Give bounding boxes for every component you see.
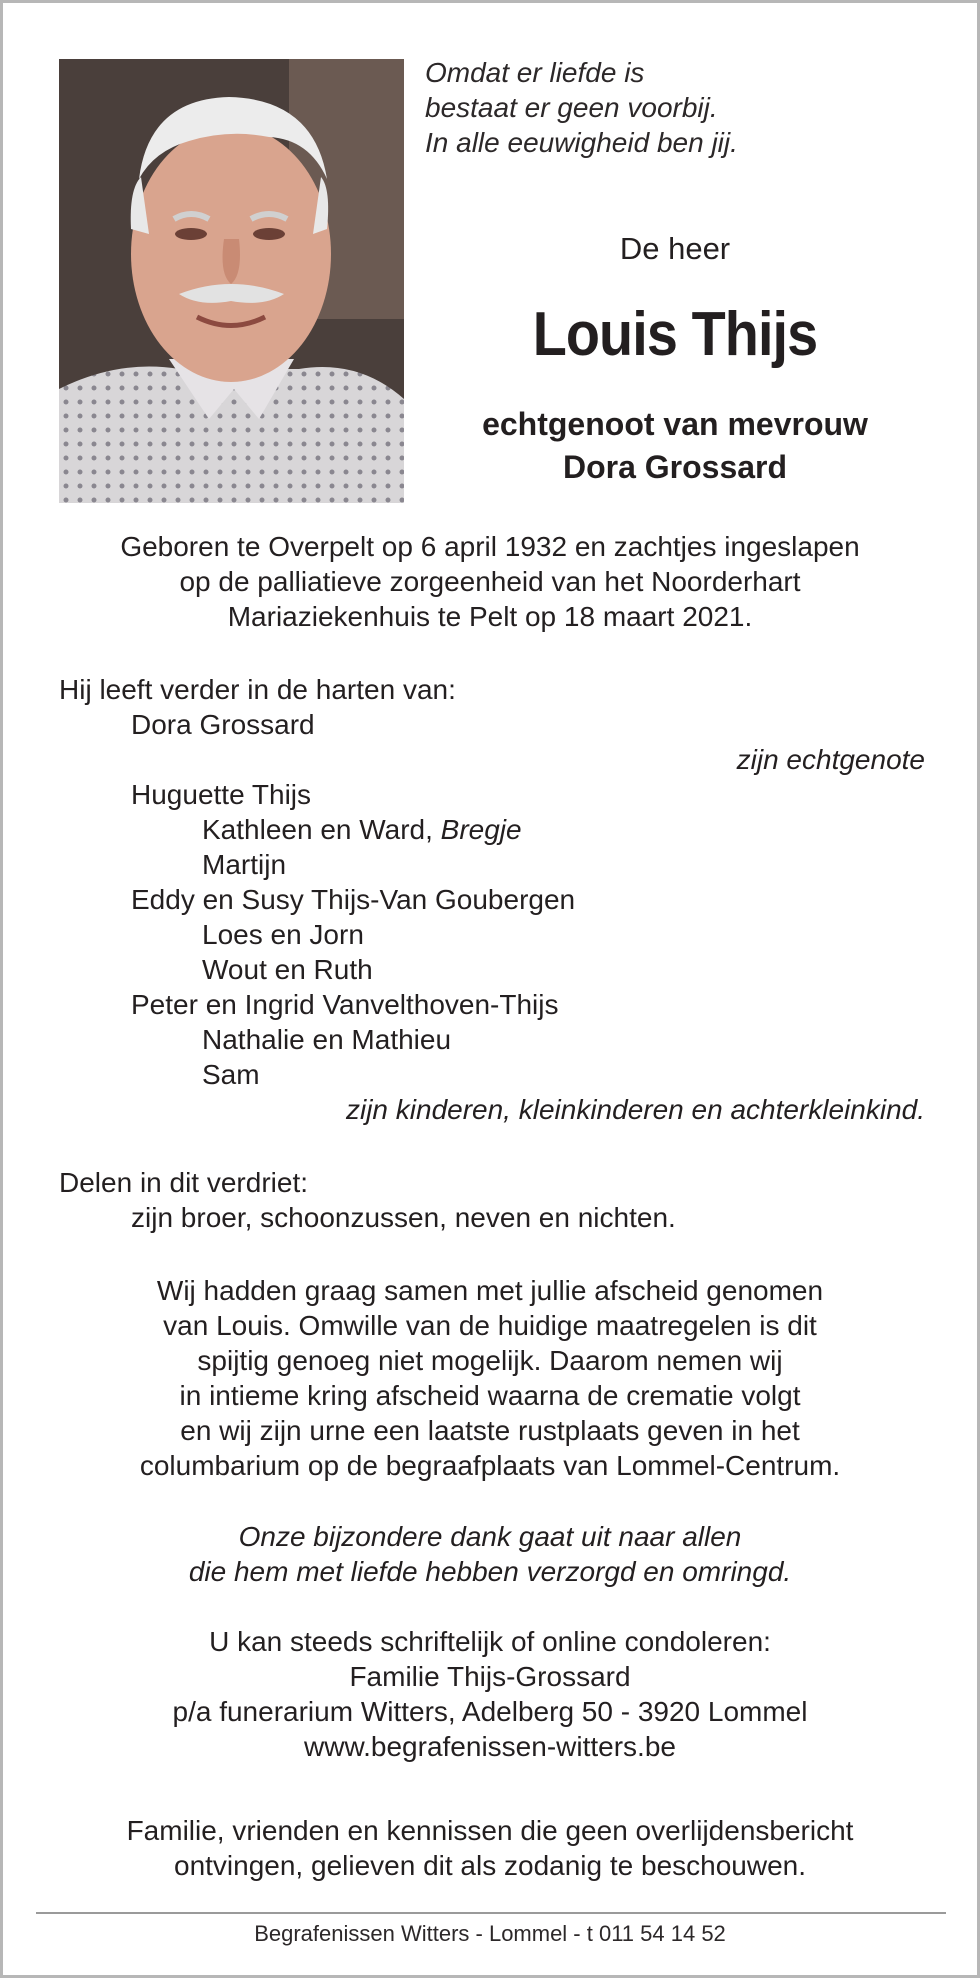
text-line: Onze bijzondere dank gaat uit naar allen: [238, 1521, 742, 1552]
spouse-relation: echtgenoot van mevrouw: [482, 406, 868, 442]
text-line: Familie Thijs-Grossard: [349, 1661, 631, 1692]
text-line: spijtig genoeg niet mogelijk. Daarom nemen wij: [197, 1345, 783, 1376]
spouse-name: Dora Grossard: [562, 449, 788, 485]
survivor-spouse: Dora Grossard: [131, 709, 315, 740]
grandchild-line: Martijn: [202, 849, 287, 880]
spouse-role: zijn echtgenote: [736, 744, 925, 775]
verse-line: Omdat er liefde is: [425, 57, 645, 88]
portrait-photo: [59, 59, 404, 503]
grandchild-line: Loes en Jorn: [202, 919, 364, 950]
text-line: columbarium op de begraafplaats van Lommel-Centrum.: [139, 1450, 841, 1481]
opening-verse: [425, 55, 738, 160]
verse-line: bestaat er geen voorbij.: [425, 92, 718, 123]
text-line: Wij hadden graag samen met jullie afscheid genomen: [156, 1275, 824, 1306]
text-line: in intieme kring afscheid waarna de crematie volgt: [179, 1380, 801, 1411]
text-line: ontvingen, gelieven dit als zodanig te beschouwen.: [174, 1850, 806, 1881]
great-grandchild-name: Bregje: [440, 814, 522, 845]
farewell-text: [3, 1273, 977, 1483]
text-line: van Louis. Omwille van de huidige maatregelen is dit: [163, 1310, 817, 1341]
footer-text: Begrafenissen Witters - Lommel - t 011 54 14 52: [254, 1921, 726, 1946]
text-line: die hem met liefde hebben verzorgd en omringd.: [188, 1556, 792, 1587]
survivors-intro: Hij leeft verder in de harten van:: [59, 674, 456, 705]
child-name: Peter en Ingrid Vanvelthoven-Thijs: [131, 989, 559, 1020]
website-text: www.begrafenissen-witters.be: [304, 1731, 676, 1762]
grandchild-names: Kathleen en Ward,: [202, 814, 441, 845]
child-name: Eddy en Susy Thijs-Van Goubergen: [131, 884, 576, 915]
text-line: Familie, vrienden en kennissen die geen overlijdensbericht: [126, 1815, 854, 1846]
grandchild-line: Nathalie en Mathieu: [202, 1024, 452, 1055]
child-name: Huguette Thijs: [131, 779, 312, 810]
text-line: op de palliatieve zorgeenheid van het Noorderhart: [179, 566, 801, 597]
text-line: Mariaziekenhuis te Pelt op 18 maart 2021.: [227, 601, 753, 632]
thanks-text: [3, 1519, 977, 1589]
deceased-name: Louis Thijs: [532, 300, 818, 369]
text-line: Geboren te Overpelt op 6 april 1932 en zachtjes ingeslapen: [120, 531, 860, 562]
children-role: zijn kinderen, kleinkinderen en achterkleinkind.: [345, 1094, 925, 1125]
grandchild-line: Wout en Ruth: [202, 954, 373, 985]
verse-line: In alle eeuwigheid ben jij.: [425, 127, 738, 158]
birth-death-text: [3, 529, 977, 634]
grandchild-line: [202, 812, 522, 847]
honorific: De heer: [619, 231, 731, 266]
notice-text: [3, 1813, 977, 1883]
footer-divider: [36, 1912, 946, 1914]
text-line: U kan steeds schriftelijk of online condoleren:: [209, 1626, 771, 1657]
text-line: p/a funerarium Witters, Adelberg 50 - 3920 Lommel: [172, 1696, 808, 1727]
condolences-text: [3, 1624, 977, 1764]
sharing-intro: Delen in dit verdriet:: [59, 1167, 309, 1198]
grandchild-line: Sam: [202, 1059, 260, 1090]
text-line: en wij zijn urne een laatste rustplaats geven in het: [180, 1415, 800, 1446]
sharing-text: zijn broer, schoonzussen, neven en nichten.: [131, 1202, 676, 1233]
